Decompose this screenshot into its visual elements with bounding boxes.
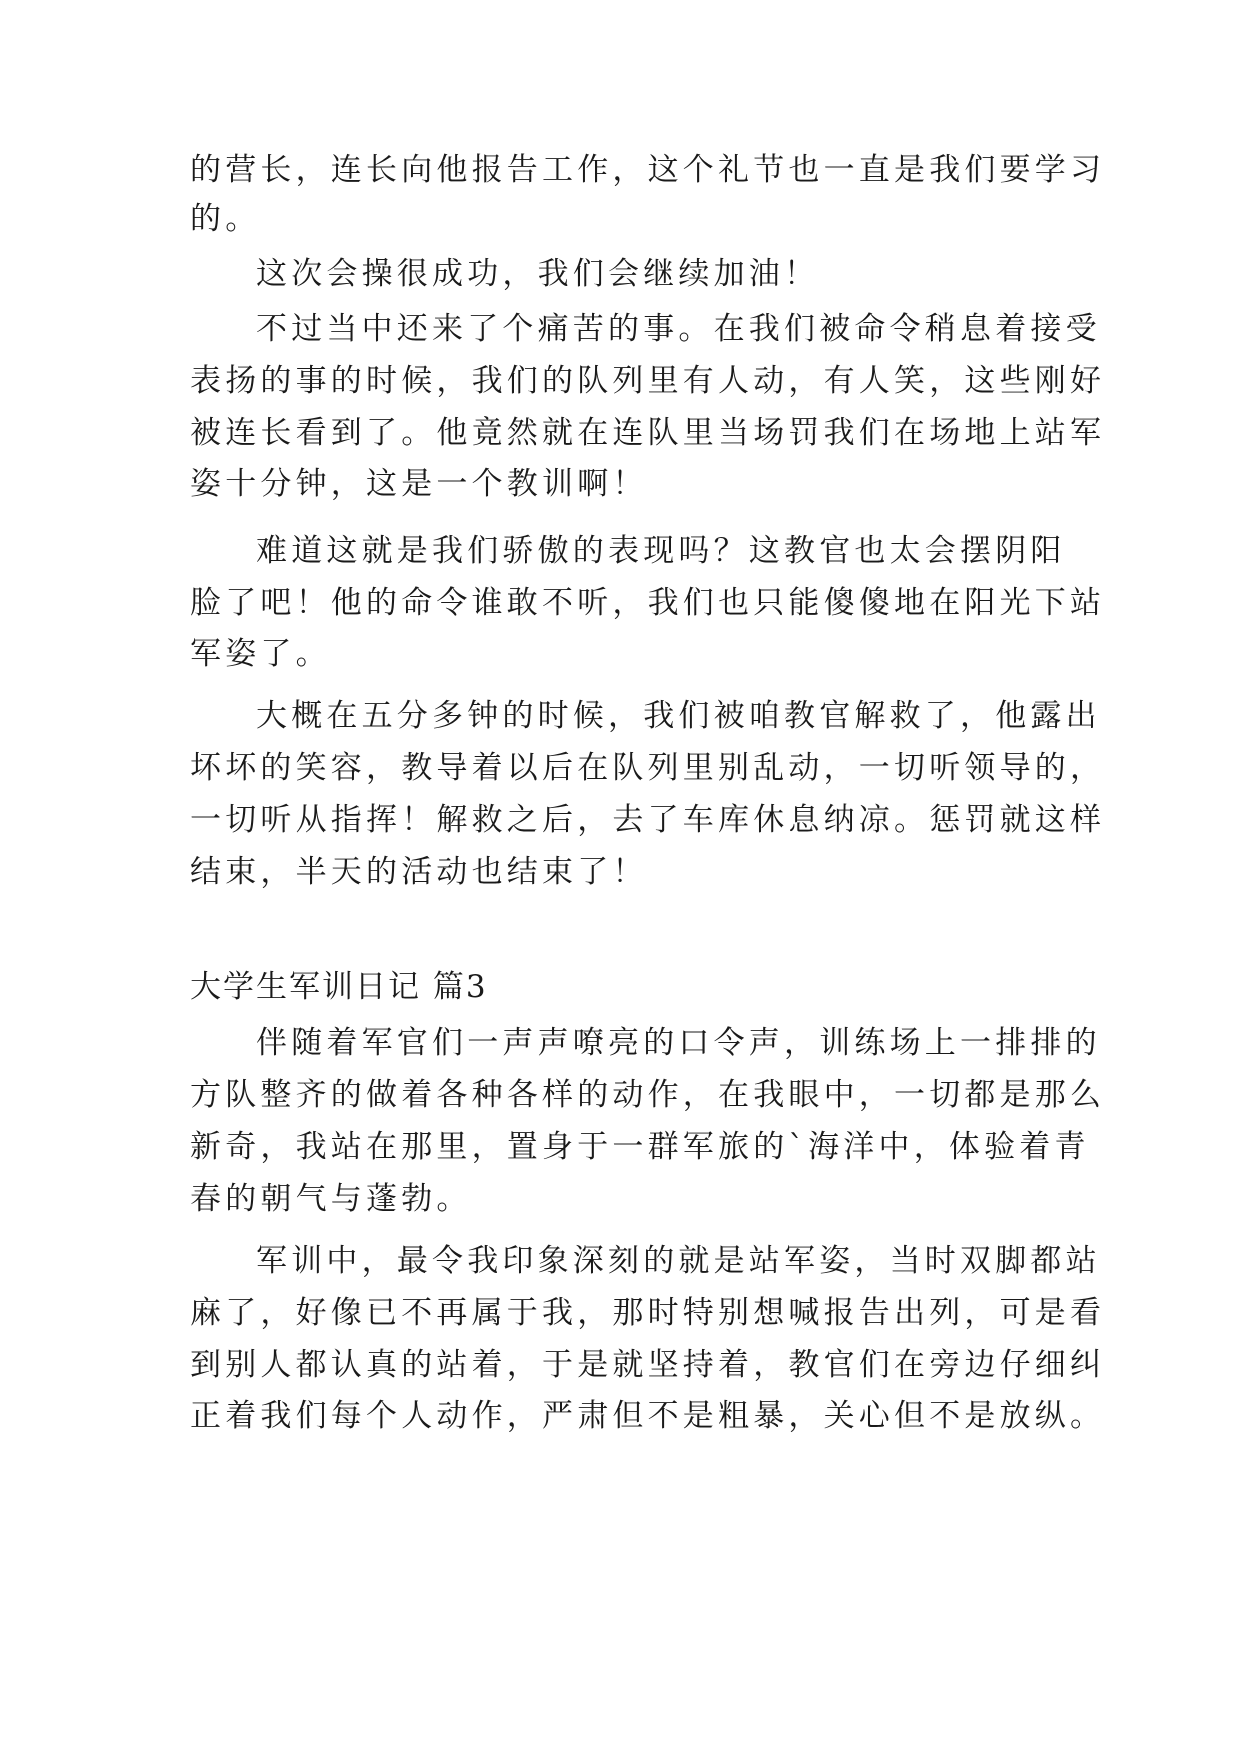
- text-line: 的营长，连长向他报告工作，这个礼节也一直是我们要学习: [190, 152, 1106, 188]
- text-line: 这次会操很成功，我们会继续加油！: [256, 256, 820, 292]
- text-line: 一切听从指挥！解救之后，去了车库休息纳凉。惩罚就这样: [190, 802, 1106, 838]
- text-line: 麻了，好像已不再属于我，那时特别想喊报告出列，可是看: [190, 1295, 1106, 1331]
- text-line: 结束，半天的活动也结束了！: [190, 854, 648, 890]
- text-line: 到别人都认真的站着，于是就坚持着，教官们在旁边仔细纠: [190, 1347, 1106, 1383]
- text-line: 脸了吧！他的命令谁敢不听，我们也只能傻傻地在阳光下站: [190, 585, 1106, 621]
- text-line: 方队整齐的做着各种各样的动作，在我眼中，一切都是那么: [190, 1077, 1106, 1113]
- text-line: 被连长看到了。他竟然就在连队里当场罚我们在场地上站军: [190, 415, 1106, 451]
- text-line: 新奇，我站在那里，置身于一群军旅的`海洋中，体验着青: [190, 1129, 1090, 1165]
- text-line: 不过当中还来了个痛苦的事。在我们被命令稍息着接受: [256, 311, 1101, 347]
- text-line: 大概在五分多钟的时候，我们被咱教官解救了，他露出: [256, 698, 1101, 734]
- section-heading: 大学生军训日记 篇3: [190, 969, 488, 1005]
- text-line: 正着我们每个人动作，严肃但不是粗暴，关心但不是放纵。: [190, 1398, 1106, 1434]
- text-line: 春的朝气与蓬勃。: [190, 1181, 472, 1217]
- text-line: 军姿了。: [190, 636, 331, 672]
- text-line: 的。: [190, 201, 261, 237]
- text-line: 表扬的事的时候，我们的队列里有人动，有人笑，这些刚好: [190, 363, 1106, 399]
- text-line: 伴随着军官们一声声嘹亮的口令声，训练场上一排排的: [256, 1025, 1101, 1061]
- text-line: 军训中，最令我印象深刻的就是站军姿，当时双脚都站: [256, 1243, 1101, 1279]
- text-line: 坏坏的笑容，教导着以后在队列里别乱动，一切听领导的，: [190, 750, 1106, 786]
- text-line: 姿十分钟，这是一个教训啊！: [190, 466, 648, 502]
- text-line: 难道这就是我们骄傲的表现吗？这教官也太会摆阴阳: [256, 533, 1066, 569]
